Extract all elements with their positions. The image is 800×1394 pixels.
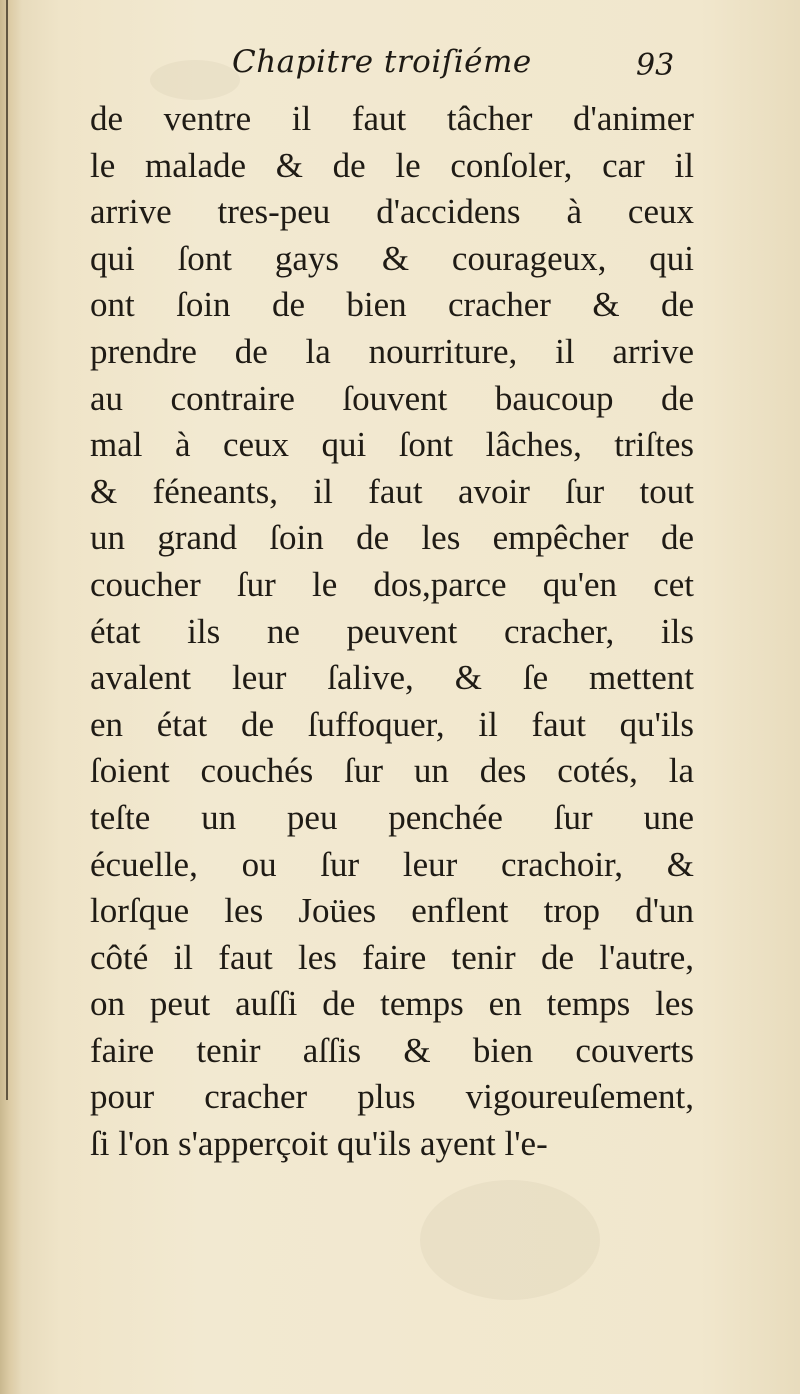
- text-line: teſte un peu penchée ſur une: [90, 797, 694, 837]
- paper-stain: [420, 1180, 600, 1300]
- text-line: état ils ne peuvent cracher, ils: [90, 611, 694, 651]
- text-line: au contraire ſouvent baucoup de: [90, 378, 694, 418]
- text-line: avalent leur ſalive, & ſe mettent: [90, 658, 694, 698]
- text-line: qui ſont gays & courageux, qui: [90, 238, 694, 278]
- text-line: faire tenir aſſis & bien couverts: [90, 1030, 694, 1070]
- page-number: 93: [636, 48, 675, 83]
- text-line: un grand ſoin de les empêcher de: [90, 518, 694, 558]
- text-line: & féneants, il faut avoir ſur tout: [90, 471, 694, 511]
- chapter-heading: Chapitre troiſiéme: [232, 44, 532, 80]
- text-line: ſoient couchés ſur un des cotés, la: [90, 751, 694, 791]
- text-line: pour cracher plus vigoureuſement,: [90, 1077, 694, 1117]
- text-line: mal à ceux qui ſont lâches, triſtes: [90, 425, 694, 465]
- text-line: coucher ſur le dos,parce qu'en cet: [90, 564, 694, 604]
- text-line: ſi l'on s'apperçoit qu'ils ayent l'e-: [90, 1124, 548, 1164]
- text-line: on peut auſſi de temps en temps les: [90, 984, 694, 1024]
- text-line: le malade & de le conſoler, car il: [90, 145, 694, 185]
- text-line: en état de ſuffoquer, il faut qu'ils: [90, 704, 694, 744]
- text-line: écuelle, ou ſur leur crachoir, &: [90, 844, 694, 884]
- text-line: arrive tres-peu d'accidens à ceux: [90, 192, 694, 232]
- text-line: ont ſoin de bien cracher & de: [90, 285, 694, 325]
- text-line: de ventre il faut tâcher d'animer: [90, 99, 694, 138]
- text-line: côté il faut les faire tenir de l'autre,: [90, 937, 694, 977]
- book-gutter: [0, 0, 22, 1394]
- text-line: prendre de la nourriture, il arrive: [90, 331, 694, 371]
- body-text: [90, 96, 700, 1168]
- text-line: lorſque les Joües enflent trop d'un: [90, 891, 694, 931]
- running-head: [0, 44, 800, 94]
- gutter-edge-line: [6, 0, 8, 1100]
